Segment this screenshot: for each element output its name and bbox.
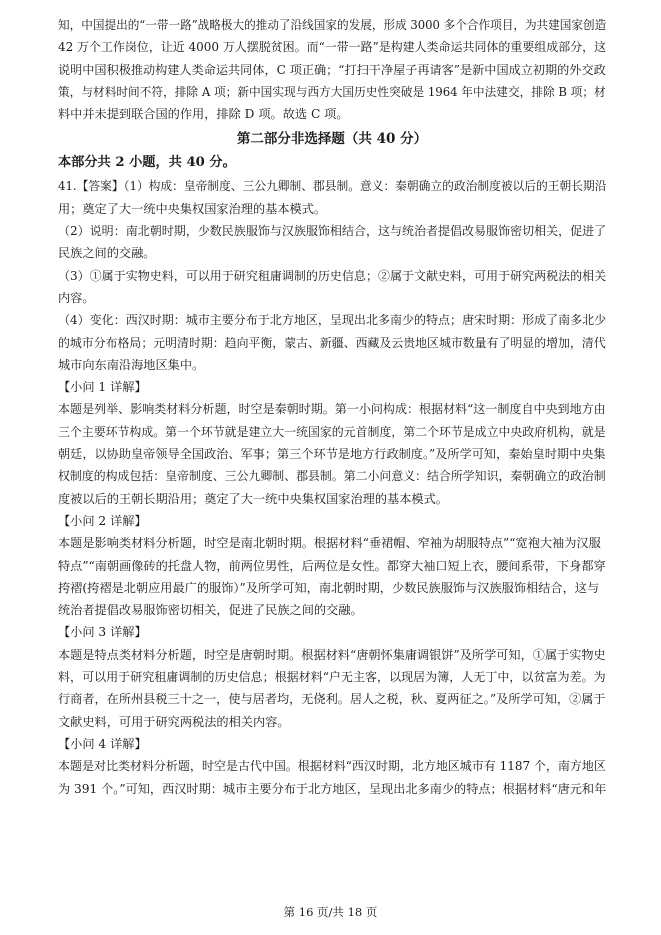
detail-line: 朝廷，以协助皇帝领导全国政治、军事；第三个环节是地方行政制度。”及所学可知，秦始皇时期中央集	[58, 447, 606, 462]
answer-line: 城市向东南沿海地区集中。	[58, 357, 205, 372]
detail-line: 文献史料，可用于研究两税法的相关内容。	[58, 714, 290, 729]
detail-block-3	[58, 621, 606, 732]
text-line: 策，与材料时间不符，排除 A 项；新中国实现与西方大国历史性突破是 1964 年中法建交，排除 B 项；材	[58, 84, 606, 99]
answer-line: 内容。	[58, 290, 95, 305]
answer-line: 民族之间的交融。	[58, 246, 156, 261]
answer-line: 41.【答案】（1）构成：皇帝制度、三公九卿制、郡县制。意义：秦朝确立的政治制度被以后的王朝长期沿	[58, 179, 607, 194]
detail-block-4	[58, 733, 606, 800]
text-line: 说明中国积极推动构建人类命运共同体，C 项正确；“打扫干净屋子再请客”是新中国成立初期的外交政	[58, 62, 606, 77]
answer-line: （3）①属于实物史料，可以用于研究租庸调制的历史信息；②属于文献史料，可用于研究两税法的相关	[58, 268, 606, 283]
text-line: 42 万个工作岗位，让近 4000 万人摆脱贫困。而“一带一路”是构建人类命运共同体的重要组成部分，这	[58, 40, 607, 55]
detail-block-2	[58, 510, 606, 621]
answer-block	[58, 175, 606, 376]
answer-line: 的城市分布格局；元明清时期：趋向平衡，蒙古、新疆、西藏及云贵地区城市数量有了明显的增加，清代	[58, 335, 606, 350]
detail-line: 度被以后的王朝长期沿用；奠定了大一统中央集权国家治理的基本模式。	[58, 491, 448, 506]
detail-line: 权制度的构成包括：皇帝制度、三公九卿制、郡县制。第二小问意义：结合所学知识，秦朝确立的政治制	[58, 469, 606, 484]
detail-line: 特点”“南朝画像砖的托盘人物，前两位男性，后两位是女性。都穿大袖口短上衣，腰间系带，下身都穿	[58, 558, 606, 573]
detail-line: 本题是对比类材料分析题，时空是古代中国。根据材料“西汉时期，北方地区城市有 1187 个，南方地区	[58, 759, 606, 774]
detail-line: 为 391 个。”可知，西汉时期：城市主要分布于北方地区，呈现出北多南少的特点；根据材料“唐元和年	[58, 781, 607, 796]
page-content	[58, 14, 606, 800]
answer-line: （2）说明：南北朝时期，少数民族服饰与汉族服饰相结合，这与统治者提倡改易服饰密切相关，促进了	[58, 224, 606, 239]
detail-line: 料，可以用于研究租庸调制的历史信息；根据材料“户无主客，以现居为簿，人无丁中，以贫富为差。为	[58, 670, 606, 685]
detail-line: 行商者，在所州县税三十之一，使与居者均，无侥利。居人之税，秋、夏两征之。”及所学可知，②属于	[58, 692, 606, 707]
section-title: 第二部分非选择题（共 40 分）	[236, 131, 428, 148]
answer-line: （4）变化：西汉时期：城市主要分布于北方地区，呈现出北多南少的特点；唐宋时期：形成了南多北少	[58, 313, 606, 328]
detail-label: 【小问 1 详解】	[58, 380, 147, 395]
answer-line: 用；奠定了大一统中央集权国家治理的基本模式。	[58, 201, 327, 216]
detail-line: 本题是影响类材料分析题，时空是南北朝时期。根据材料“垂裙帽、窄袖为胡服特点”“宽袍大袖为汉服	[58, 536, 601, 551]
page-number-footer: 第 16 页/共 18 页	[283, 905, 378, 919]
detail-label: 【小问 2 详解】	[58, 513, 147, 528]
section-subtitle: 本部分共 2 小题，共 40 分。	[58, 155, 236, 171]
detail-line: 三个主要环节构成。第一个环节就是建立大一统国家的元首制度，第二个环节是成立中央政府机构，就是	[58, 424, 606, 439]
intro-paragraph	[58, 14, 606, 125]
detail-label: 【小问 3 详解】	[58, 625, 147, 640]
detail-line: 本题是特点类材料分析题，时空是唐朝时期。根据材料“唐朝怀集庸调银饼”及所学可知，①属于实物史	[58, 647, 606, 662]
detail-block-1	[58, 376, 606, 510]
detail-line: 统治者提倡改易服饰密切相关，促进了民族之间的交融。	[58, 603, 363, 618]
detail-line: 本题是列举、影响类材料分析题，时空是秦朝时期。第一小问构成：根据材料“这一制度自中央到地方由	[58, 402, 606, 417]
detail-line: 挎褶(挎褶是北朝应用最广的服饰）”及所学可知，南北朝时期，少数民族服饰与汉族服饰相结合，这与	[58, 580, 600, 595]
detail-label: 【小问 4 详解】	[58, 736, 147, 751]
text-line: 知，中国提出的“一带一路”战略极大的推动了沿线国家的发展，形成 3000 多个合作项目，为共建国家创造	[58, 18, 606, 32]
text-line: 料中并未提到联合国的作用，排除 D 项。故选 C 项。	[58, 107, 349, 122]
